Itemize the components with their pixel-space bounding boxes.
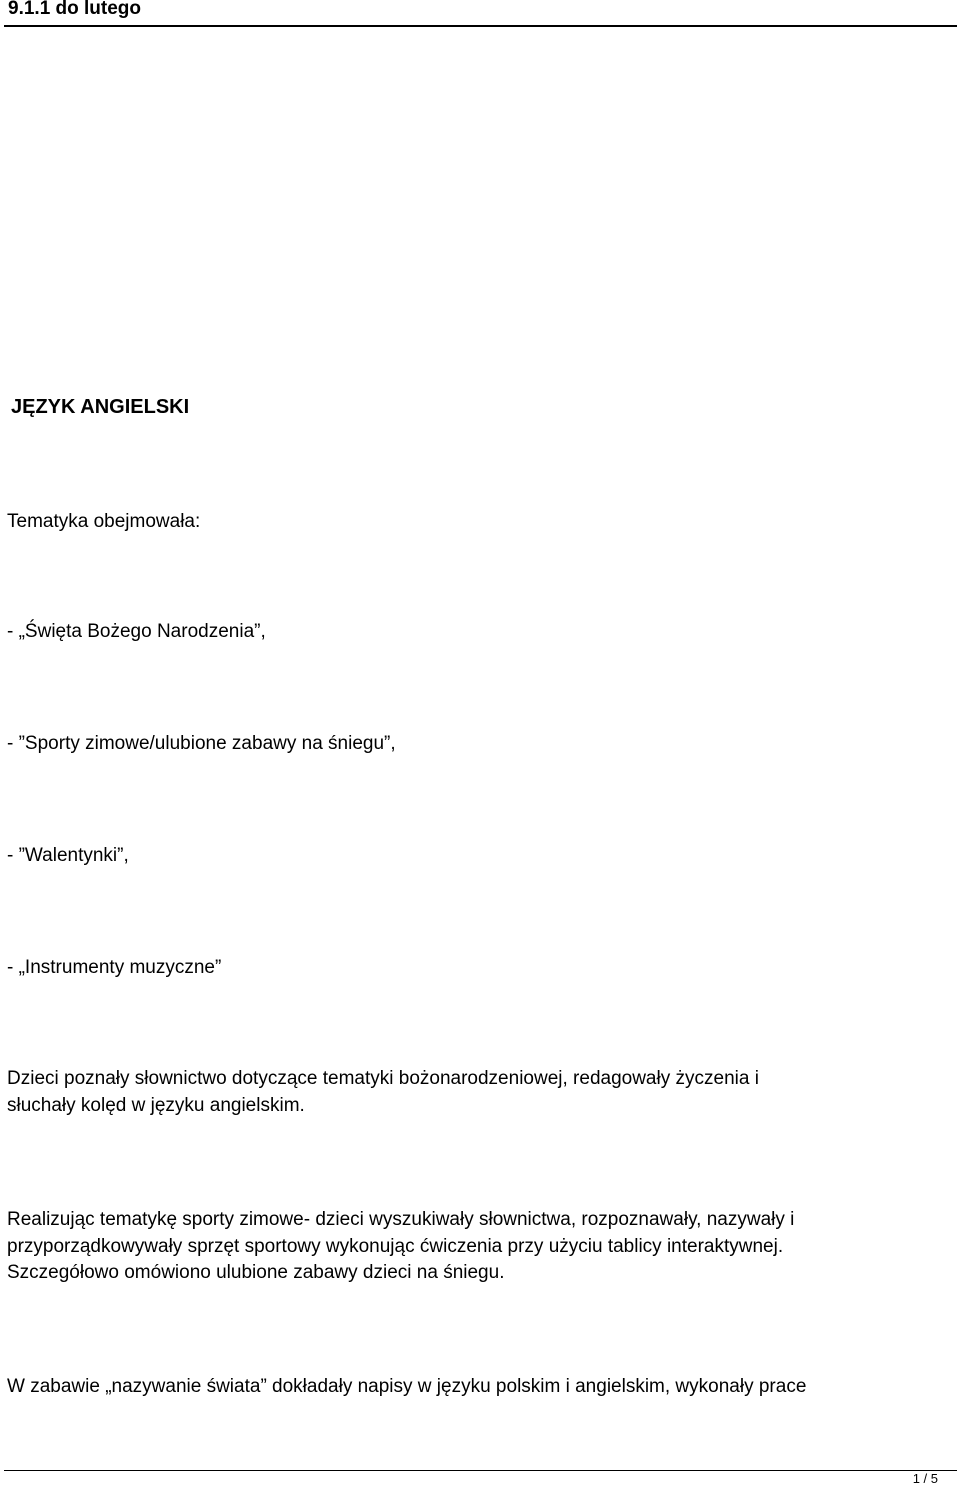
paragraph-christmas xyxy=(7,1066,759,1119)
topic-item-christmas: - „Święta Bożego Narodzenia”, xyxy=(7,621,266,642)
paragraph-line: Dzieci poznały słownictwo dotyczące tematyki bożonarodzeniowej, redagowały życzenia i xyxy=(7,1068,759,1089)
paragraph-line: W zabawie „nazywanie świata” dokładały napisy w języku polskim i angielskim, wykonały prace xyxy=(7,1376,807,1397)
intro-text: Tematyka obejmowała: xyxy=(7,511,201,532)
topic-item-winter-sports: - ”Sporty zimowe/ulubione zabawy na śniegu”, xyxy=(7,733,396,754)
paragraph-line: przyporządkowywały sprzęt sportowy wykonując ćwiczenia przy użyciu tablicy interaktywnej. xyxy=(7,1235,784,1257)
paragraph-line: Szczegółowo omówiono ulubione zabawy dzieci na śniegu. xyxy=(7,1262,505,1283)
paragraph-line: słuchały kolęd w języku angielskim. xyxy=(7,1094,305,1116)
page-number: 1 / 5 xyxy=(912,1471,938,1486)
header-divider xyxy=(4,25,957,27)
section-heading: JĘZYK ANGIELSKI xyxy=(11,396,190,418)
paragraph-winter-sports xyxy=(7,1207,794,1287)
footer-divider xyxy=(4,1470,957,1471)
topic-item-instruments: - „Instrumenty muzyczne” xyxy=(7,957,222,978)
topic-item-valentines: - ”Walentynki”, xyxy=(7,845,129,866)
paragraph-naming-world xyxy=(7,1374,806,1401)
page-header-title: 9.1.1 do lutego xyxy=(8,0,142,19)
paragraph-line: Realizując tematykę sporty zimowe- dzieci wyszukiwały słownictwa, rozpoznawały, nazywały i xyxy=(7,1209,795,1230)
